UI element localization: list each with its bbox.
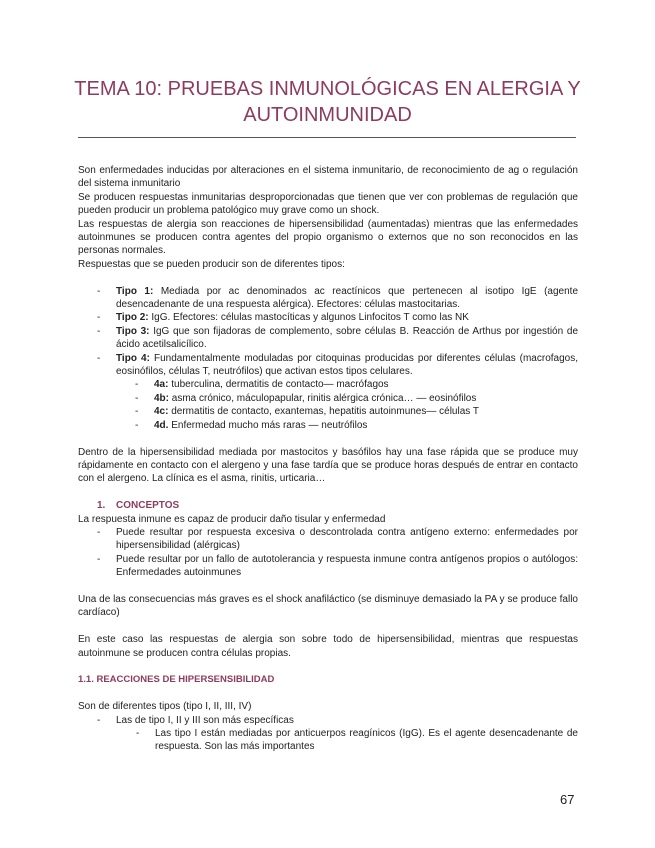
intro-paragraph-4: Respuestas que se pueden producir son de diferentes tipos: (78, 258, 345, 270)
bullet-dash: - (97, 312, 101, 324)
subtype-item-4b (78, 392, 578, 405)
mastocitos-paragraph: Dentro de la hipersensibilidad mediada por mastocitos y basófilos hay una fase rápida que se produce muy rápidamente en contacto con el alergeno y una fase tardía que se produce horas después de entrar en contacto con el alergeno. La clínica es el asma, rinitis, urticaria… (78, 446, 578, 485)
type-label: Tipo 1: (116, 285, 154, 297)
subtype-text: tuberculina, dermatitis de contacto— macrófagos (168, 379, 389, 391)
conceptos-item-text: Puede resultar por respuesta excesiva o descontrolada contra antígeno externo: enfermedades por hipersensibilidad (alérgicas) (116, 526, 578, 552)
page-number: 67 (560, 792, 575, 807)
type-label: Tipo 2: (116, 312, 149, 324)
hiper-subitem-text: Las tipo I están mediadas por anticuerpos reagínicos (IgG). Es el agente desencadenante de respuesta. Son las más importantes (155, 727, 578, 753)
conceptos-intro: La respuesta inmune es capaz de producir daño tisular y enfermedad (78, 513, 386, 525)
subtype-label: 4a: (154, 379, 169, 391)
type-label: Tipo 3: (116, 325, 150, 337)
bullet-dash: - (97, 325, 101, 337)
subtype-text: asma crónico, máculopapular, rinitis alérgica crónica… — eosinófilos (169, 392, 477, 404)
hiper-subitem (78, 727, 578, 754)
conceptos-item-2 (78, 553, 578, 580)
bullet-dash: - (97, 553, 101, 565)
intro-paragraph-1: Son enfermedades inducidas por alteraciones en el sistema inmunitario, de reconocimiento de ag o regulación del sistema inmunitario (78, 165, 578, 190)
bullet-dash: - (135, 379, 139, 391)
section-heading-text: CONCEPTOS (116, 500, 180, 512)
subtype-label: 4c: (154, 406, 169, 418)
hiper-item-text: Las de tipo I, II y III son más específicas (116, 714, 294, 726)
bullet-dash: - (97, 352, 101, 364)
bullet-dash: - (135, 406, 139, 418)
type-text: Mediada por ac denominados ac reactínicos que pertenecen al isotipo IgE (agente desencadenante de una respuesta alérgica). Efectores: células mastocitarias. (116, 285, 579, 311)
bullet-dash: - (135, 419, 139, 431)
type-label: Tipo 4: (116, 352, 150, 364)
bullet-dash: - (97, 714, 101, 726)
conceptos-item-text: Puede resultar por un fallo de autotolerancia y respuesta inmune contra antígenos propios o autólogos: Enfermedades autoinmunes (116, 553, 578, 579)
type-item-1 (78, 285, 578, 312)
bullet-dash: - (136, 727, 140, 739)
type-item-2 (78, 311, 578, 324)
subtype-item-4c (78, 405, 578, 418)
type-item-4 (78, 352, 578, 379)
title-line-1: TEMA 10: PRUEBAS INMUNOLÓGICAS EN ALERGIA Y (74, 78, 581, 100)
conceptos-item-1 (78, 526, 578, 553)
subtype-item-4d (78, 419, 578, 432)
type-text: IgG que son fijadoras de complemento, sobre células B. Reacción de Arthus por ingestión de ácido acetilsalicílico. (116, 325, 579, 351)
section-heading-conceptos (78, 499, 578, 512)
hiper-item (78, 714, 578, 727)
title-line-2: AUTOINMUNIDAD (243, 104, 412, 126)
subtype-text: dermatitis de contacto, exantemas, hepatitis autoinmunes— células T (168, 406, 479, 418)
caso-paragraph: En este caso las respuestas de alergia son sobre todo de hipersensibilidad, mientras que respuestas autoinmune se producen contra células propias. (78, 634, 578, 659)
section-number: 1. (97, 500, 106, 512)
intro-paragraph-2: Se producen respuestas inmunitarias desproporcionadas que tienen que ver con problemas de regulación que pueden producir un problema patológico muy grave como un shock. (78, 191, 578, 217)
type-item-3 (78, 325, 578, 352)
intro-paragraph-3: Las respuestas de alergia son reacciones de hipersensibilidad (aumentadas) mientras que las enfermedades autoinmunes se producen contra agentes del propio organismo o externos que no son reconocidos en las personas normales. (78, 218, 578, 257)
section-heading-hipersensibilidad: 1.1. REACCIONES DE HIPERSENSIBILIDAD (78, 674, 275, 686)
document-body (78, 164, 578, 754)
bullet-dash: - (97, 526, 101, 538)
subtype-label: 4b: (154, 392, 169, 404)
page-title (60, 76, 595, 128)
bullet-dash: - (97, 285, 101, 297)
bullet-dash: - (135, 392, 139, 404)
subtype-text: Enfermedad mucho más raras — neutrófilos (168, 419, 368, 431)
subtype-item-4a (78, 378, 578, 391)
title-divider (78, 137, 576, 138)
hiper-intro: Son de diferentes tipos (tipo I, II, III, IV) (78, 701, 252, 713)
subtype-label: 4d. (154, 419, 169, 431)
shock-paragraph: Una de las consecuencias más graves es el shock anafiláctico (se disminuye demasiado la PA y se produce fallo cardíaco) (78, 593, 578, 619)
type-text: IgG. Efectores: células mastocíticas y algunos Linfocitos T como las NK (148, 312, 469, 324)
type-text: Fundamentalmente moduladas por citoquinas producidas por diferentes células (macrofagos, eosinófilos, células T, neutrófilos) que activan estos tipos celulares. (116, 352, 579, 378)
